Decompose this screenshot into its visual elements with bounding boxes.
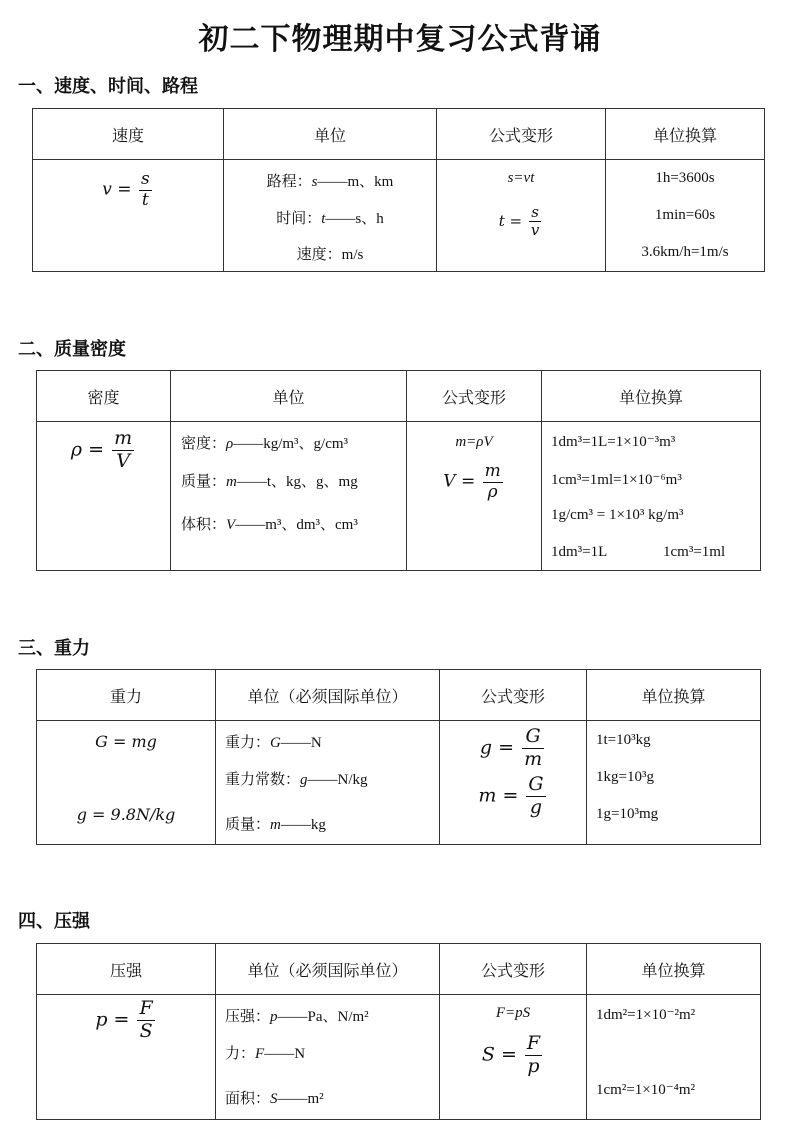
header-unit-conversion: 单位换算: [587, 670, 761, 721]
unit-line-gravity-constant: 重力常数：g——N/kg: [225, 770, 368, 788]
conversion-kmh: 3.6km/h=1m/s: [641, 244, 729, 260]
variant-g-g-over-m: g = $\frac{G}{m}$: [479, 725, 543, 770]
conversion-g-cm3: 1g/cm³ = 1×10³ kg/m³: [551, 507, 684, 523]
variant-s-vt: s=vt: [507, 170, 535, 186]
unit-line-speed: 速度：m/s: [296, 245, 364, 263]
header-unit: 单位: [171, 371, 407, 422]
gravity-constant: g = 9.8N/kg: [76, 805, 176, 824]
header-gravity: 重力: [37, 670, 216, 721]
gravity-table: [36, 669, 761, 845]
speed-table: [32, 108, 765, 272]
gravity-conversions-cell: [587, 721, 761, 845]
conversion-ton: 1t=10³kg: [596, 732, 651, 748]
conversion-cm2: 1cm²=1×10⁻⁴m²: [596, 1082, 696, 1098]
section-heading-pressure: 四、压强: [18, 911, 90, 932]
unit-line-volume: 体积：V——m³、dm³、cm³: [181, 515, 358, 533]
gravity-formula: G = mg: [95, 732, 157, 751]
density-formula-cell: [37, 422, 171, 571]
conversion-minute: 1min=60s: [654, 207, 716, 223]
pressure-formula: p = $\frac{F}{S}$: [95, 997, 153, 1042]
conversion-hour: 1h=3600s: [655, 170, 715, 186]
variant-t-s-over-v: t = $\frac{s}{v}$: [498, 203, 540, 240]
pressure-table: [36, 943, 761, 1120]
pressure-formula-cell: [37, 995, 216, 1120]
speed-formula-cell: [33, 160, 224, 272]
variant-s-f-over-p: S = $\frac{F}{p}$: [481, 1032, 541, 1077]
header-unit-conversion: 单位换算: [587, 944, 761, 995]
pressure-variants-cell: [440, 995, 587, 1120]
unit-line-mass: 质量：m——kg: [225, 815, 326, 833]
header-pressure: 压强: [37, 944, 216, 995]
conversion-kg: 1kg=10³g: [596, 769, 654, 785]
header-unit-conversion: 单位换算: [542, 371, 761, 422]
density-formula: ρ = $\frac{m}{V}$: [70, 427, 133, 472]
header-formula-variant: 公式变形: [437, 109, 606, 160]
pressure-conversions-cell: [587, 995, 761, 1120]
speed-formula: v = $\frac{s}{t}$: [102, 169, 150, 210]
unit-line-density: 密度：ρ——kg/m³、g/cm³: [181, 434, 349, 452]
header-unit-si: 单位（必须国际单位）: [216, 670, 440, 721]
gravity-formula-cell: [37, 721, 216, 845]
page-title: 初二下物理期中复习公式背诵: [198, 22, 602, 57]
conversion-cm3-ml: 1cm³=1ml: [663, 544, 726, 560]
variant-v-m-over-rho: V = $\frac{m}{\rho}$: [443, 461, 501, 502]
unit-line-time: 时间：t——s、h: [276, 209, 384, 227]
header-formula-variant: 公式变形: [407, 371, 542, 422]
header-formula-variant: 公式变形: [440, 944, 587, 995]
density-units-cell: [171, 422, 407, 571]
conversion-dm2: 1dm²=1×10⁻²m²: [596, 1007, 696, 1023]
conversion-dm3: 1dm³=1L=1×10⁻³m³: [551, 434, 676, 450]
header-unit-si: 单位（必须国际单位）: [216, 944, 440, 995]
section-heading-density: 二、质量密度: [18, 339, 126, 360]
header-unit-conversion: 单位换算: [606, 109, 765, 160]
speed-units-cell: [224, 160, 437, 272]
conversion-dm3-liter: 1dm³=1L: [551, 544, 608, 560]
gravity-units-cell: [216, 721, 440, 845]
unit-line-pressure: 压强：p——Pa、N/m²: [225, 1007, 369, 1025]
header-density: 密度: [37, 371, 171, 422]
header-unit: 单位: [224, 109, 437, 160]
conversion-cm3: 1cm³=1ml=1×10⁻⁶m³: [551, 472, 682, 488]
unit-line-mass: 质量：m——t、kg、g、mg: [181, 472, 358, 490]
unit-line-force: 力：F——N: [225, 1044, 306, 1062]
conversion-g: 1g=10³mg: [596, 806, 659, 822]
speed-variants-cell: [437, 160, 606, 272]
pressure-units-cell: [216, 995, 440, 1120]
gravity-variants-cell: [440, 721, 587, 845]
density-variants-cell: [407, 422, 542, 571]
unit-line-gravity: 重力：G——N: [225, 733, 322, 751]
header-formula-variant: 公式变形: [440, 670, 587, 721]
density-conversions-cell: [542, 422, 761, 571]
variant-m-rho-v: m=ρV: [455, 434, 493, 450]
section-heading-speed: 一、速度、时间、路程: [18, 76, 198, 97]
density-table: [36, 370, 761, 571]
section-heading-gravity: 三、重力: [18, 638, 90, 659]
speed-conversions-cell: [606, 160, 765, 272]
variant-m-g-over-g: m = $\frac{G}{g}$: [478, 773, 544, 818]
unit-line-distance: 路程：s——m、km: [266, 172, 394, 190]
variant-f-ps: F=pS: [495, 1005, 531, 1021]
unit-line-area: 面积：S——m²: [225, 1089, 324, 1107]
header-speed: 速度: [33, 109, 224, 160]
